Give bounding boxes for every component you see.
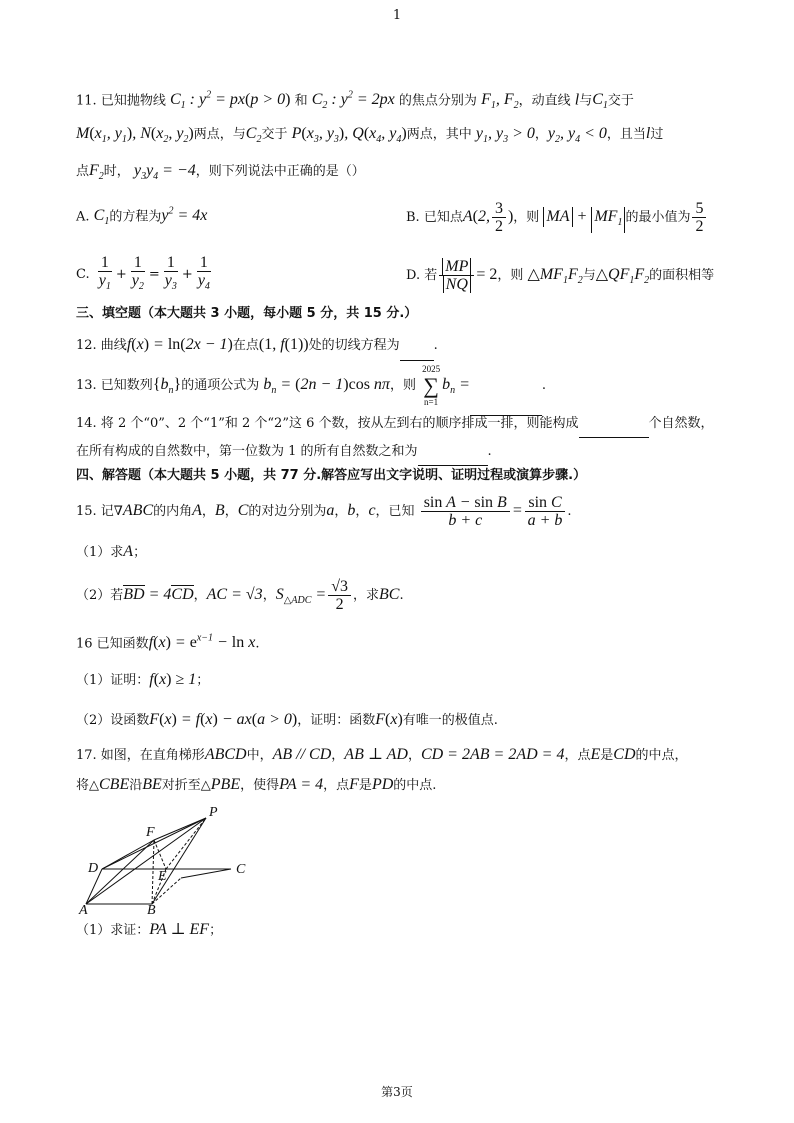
q15: 15. 记∇ABC的内角A，B，C的对边分别为a，b，c，已知 $\frac{\text{sin A − sin B}}{b + c}$ = $\frac{\text{sin C}}{a + b}$ . — [76, 494, 572, 529]
label-A: A — [79, 903, 88, 915]
q16-part1: （1）证明：f(x) ≥ 1； — [76, 671, 210, 688]
label-D: D — [88, 861, 99, 876]
q12: 12. 曲线f(x) = ln(2x − 1)在点(1, f(1))处的切线方程为 . — [76, 330, 726, 360]
section-4-heading: 四、解答题（本大题共 5 小题，共 77 分.解答应写出文字说明、证明过程或演算步骤.） — [76, 468, 587, 483]
label-E: E — [158, 869, 167, 884]
label-F: F — [146, 825, 155, 840]
q17-part1: （1）求证：PA ⊥ EF； — [76, 921, 223, 938]
geometry-figure — [76, 800, 726, 918]
q13: 13. 已知数列$\{b_n\}$的通项公式为 $b_n = (2n - 1)\cos$ nπ，则 2025 ∑ n=1 $b_n$ = . — [76, 360, 726, 410]
page-top-number: 1 — [392, 8, 402, 23]
option-b: B. 已知点A(2, $\frac{3}{2}$ )，则 MA + $MF_1$ 的最小值为 $\frac{5}{2}$ — [406, 200, 708, 235]
q11-options-cd — [76, 246, 726, 304]
q15-part2: （2）若BD = 4CD，AC = √3，$S_{\triangle ADC}$ = $\frac{√3}{2}$ ，求BC. — [76, 578, 404, 613]
figure-svg — [76, 800, 266, 915]
q11-line3: 点$F_2$时， $y_3y_4 = -4$，则下列说法中正确的是（） — [76, 162, 365, 183]
q15-part1: （1）求A； — [76, 543, 147, 560]
label-B: B — [147, 903, 156, 915]
section-3-heading: 三、填空题（本大题共 3 小题，每小题 5 分，共 15 分.） — [76, 306, 418, 321]
q17-line2: 将△CBE沿BE对折至△PBE，使得PA = 4，点F是PD的中点. — [76, 776, 437, 793]
label-P: P — [209, 805, 218, 820]
q11-line2: $M(x_1$, $y_1$), $N(x_2$, $y_2$)两点，与$C_2$交于 $P(x_3$, $y_3$), $Q(x_4$, $y_4$)两点，其中 $y_1$, $y_3 > 0$，$y_2$, $y_4 < 0$，且当l过 — [76, 125, 664, 146]
q14-line2: 在所有构成的自然数中，第一位数为 1 的所有自然数之和为 . — [76, 438, 726, 466]
q17-line1: 17. 如图，在直角梯形ABCD中，AB // CD，AB ⊥ AD，CD = 2AB = 2AD = 4，点E是CD的中点， — [76, 746, 688, 763]
q11-options-ab — [76, 188, 726, 246]
q11-line1: 11. 已知抛物线 $C_1$ : $y^2 = px(p > 0)$ 和 $C_2$ : $y^2 = 2px$ 的焦点分别为 $F_1$, $F_2$，动直线 l与$C_1$交于 — [76, 90, 634, 112]
q14-line1: 14. 将 2 个“0”、2 个“1”和 2 个“2”这 6 个数，按从左到右的顺序排成一排，则能构成 个自然数， — [76, 410, 726, 438]
q16: 16 已知函数$f(x) = e^{x-1} - \ln x$. — [76, 633, 260, 652]
option-c: C. $\frac{1}{y_1}$ + $\frac{1}{y_2}$ = $\frac{1}{y_3}$ + $\frac{1}{y_4}$ — [76, 254, 210, 293]
option-a: A. $C_1$的方程为$y^2 = 4x$ — [76, 205, 208, 228]
q16-part2: （2）设函数F(x) = f(x) − ax(a > 0)，证明：函数F(x)有唯一的极值点. — [76, 711, 498, 728]
label-C: C — [236, 862, 246, 877]
exam-content — [76, 86, 726, 942]
option-d: D. 若 $\frac{MP}{NQ}$ = 2，则 $\triangle MF_1F_2$与$\triangle QF_1F_2$的面积相等 — [406, 257, 715, 293]
page-footer: 第3页 — [381, 1085, 413, 1099]
